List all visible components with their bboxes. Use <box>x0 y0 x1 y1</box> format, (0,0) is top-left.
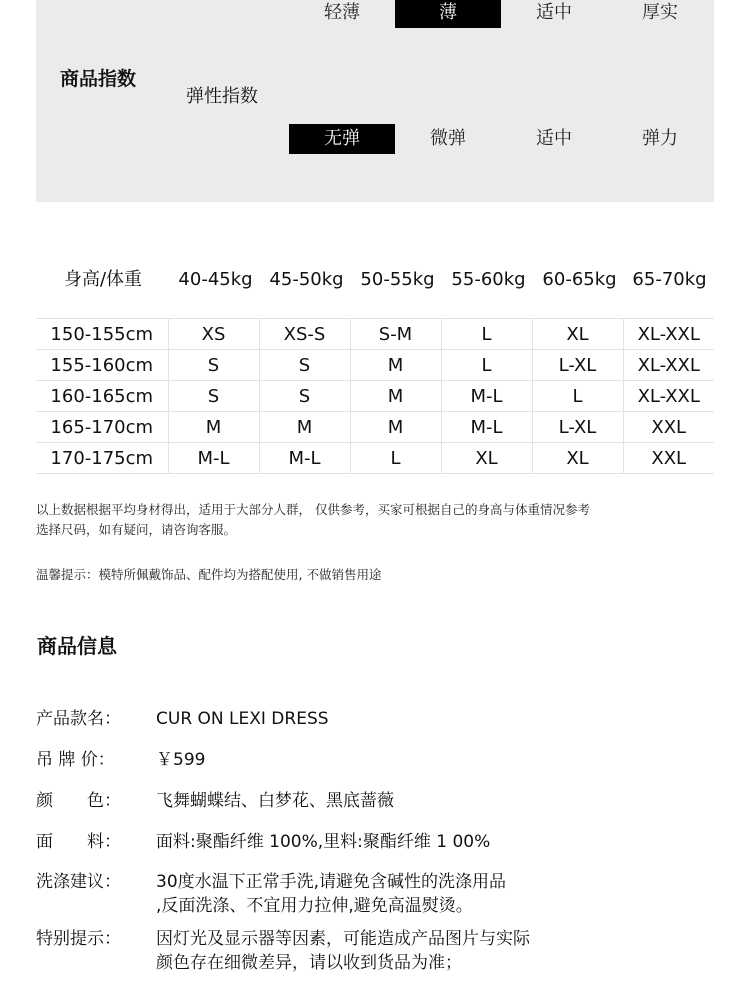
header-height-weight: 身高/体重 <box>63 269 143 290</box>
size-cell: L <box>532 381 623 412</box>
table-row <box>36 381 714 412</box>
elasticity-option-medium: 适中 <box>536 128 572 149</box>
size-cell: XS-S <box>259 319 350 350</box>
size-cell: M <box>259 412 350 443</box>
model-accessory-tip: 温馨提示：模特所佩戴饰品、配件均为搭配使用, 不做销售用途 <box>36 567 382 582</box>
size-cell: S <box>259 381 350 412</box>
size-cell: L <box>441 350 532 381</box>
product-index-panel <box>36 0 714 202</box>
size-cell: XL <box>532 319 623 350</box>
table-row <box>36 443 714 474</box>
size-cell: S <box>168 381 259 412</box>
size-cell: M-L <box>441 412 532 443</box>
size-cell: XS <box>168 319 259 350</box>
info-value: 因灯光及显示器等因素，可能造成产品图片与实际 <box>156 929 530 949</box>
size-note-line-1: 以上数据根据平均身材得出，适用于大部分人群， 仅供参考，买家可根据自己的身高与体重情况参考 <box>36 502 590 517</box>
size-cell: XL <box>441 443 532 474</box>
size-cell: L <box>350 443 441 474</box>
elasticity-option-none-selected: 无弹 <box>289 124 395 154</box>
row-height: 170-175cm <box>36 443 168 474</box>
table-row <box>36 319 714 350</box>
size-cell: M <box>350 412 441 443</box>
info-value-continued: 颜色存在细微差异，请以收到货品为准； <box>156 953 462 973</box>
size-cell: L-XL <box>532 412 623 443</box>
size-cell: M <box>350 350 441 381</box>
row-height: 165-170cm <box>36 412 168 443</box>
size-note-line-2: 选择尺码，如有疑问，请咨询客服。 <box>36 522 237 537</box>
row-height: 155-160cm <box>36 350 168 381</box>
info-label: 洗涤建议： <box>36 872 121 892</box>
size-cell: M <box>168 412 259 443</box>
size-chart-table <box>36 318 714 474</box>
size-cell: M-L <box>168 443 259 474</box>
info-label: 吊 牌 价： <box>36 750 115 770</box>
thickness-option-light-thin: 轻薄 <box>324 2 360 23</box>
size-cell: M-L <box>259 443 350 474</box>
header-weight-40-45: 40-45kg <box>178 269 253 290</box>
size-cell: XL-XXL <box>623 381 714 412</box>
info-label: 产品款名： <box>36 709 121 729</box>
size-cell: S <box>168 350 259 381</box>
info-label: 面 料： <box>36 832 121 852</box>
elasticity-option-slight: 微弹 <box>430 128 466 149</box>
row-height: 160-165cm <box>36 381 168 412</box>
info-value: CUR ON LEXI DRESS <box>156 709 329 729</box>
size-chart-header <box>36 264 714 296</box>
elasticity-label: 弹性指数 <box>186 86 258 107</box>
row-height: 150-155cm <box>36 319 168 350</box>
size-cell: XL <box>532 443 623 474</box>
info-label: 颜 色： <box>36 791 121 811</box>
size-cell: L <box>441 319 532 350</box>
info-value: 飞舞蝴蝶结、白梦花、黑底蔷薇 <box>156 791 394 811</box>
table-row <box>36 350 714 381</box>
size-cell: XL-XXL <box>623 350 714 381</box>
info-value: 30度水温下正常手洗,请避免含碱性的洗涤用品 <box>156 872 507 892</box>
size-cell: XL-XXL <box>623 319 714 350</box>
header-weight-65-70: 65-70kg <box>632 269 707 290</box>
size-cell: S-M <box>350 319 441 350</box>
thickness-option-medium: 适中 <box>536 2 572 23</box>
table-row <box>36 412 714 443</box>
thickness-option-thick: 厚实 <box>642 2 678 23</box>
product-info-title: 商品信息 <box>37 634 117 658</box>
size-cell: XXL <box>623 443 714 474</box>
product-index-title: 商品指数 <box>60 68 137 90</box>
header-weight-45-50: 45-50kg <box>269 269 344 290</box>
thickness-option-thin-selected: 薄 <box>395 0 501 28</box>
elasticity-option-stretch: 弹力 <box>642 128 678 149</box>
size-cell: XXL <box>623 412 714 443</box>
info-value: ￥599 <box>156 750 206 770</box>
header-weight-50-55: 50-55kg <box>360 269 435 290</box>
info-value-continued: ,反面洗涤、不宜用力拉伸,避免高温熨烫。 <box>156 896 473 916</box>
info-value: 面料:聚酯纤维 100%,里料:聚酯纤维 1 00% <box>156 832 491 852</box>
size-cell: M <box>350 381 441 412</box>
size-cell: S <box>259 350 350 381</box>
header-weight-55-60: 55-60kg <box>451 269 526 290</box>
info-label: 特别提示： <box>36 929 121 949</box>
header-weight-60-65: 60-65kg <box>542 269 617 290</box>
size-cell: L-XL <box>532 350 623 381</box>
size-cell: M-L <box>441 381 532 412</box>
